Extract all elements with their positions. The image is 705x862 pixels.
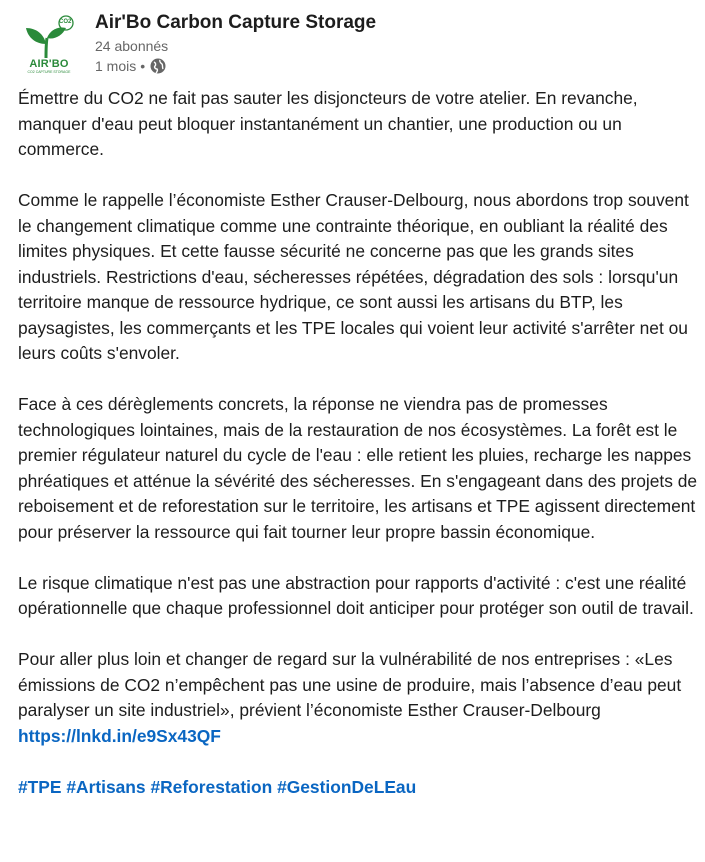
post-header [18,10,698,80]
post-body [18,86,698,826]
post-time: 1 mois [95,58,137,74]
meta-separator: • [140,58,146,74]
article-link[interactable]: https://lnkd.in/e9Sx43QF [18,725,221,746]
company-name[interactable]: Air'Bo Carbon Capture Storage [95,12,377,33]
company-logo[interactable] [18,14,80,76]
post-meta [95,58,166,74]
logo-subtitle: CO2 CAPTURE STORAGE [27,70,71,74]
globe-icon [150,58,166,74]
hashtag-gestion-eau[interactable]: #GestionDeLEau [277,776,417,797]
hashtag-reforestation[interactable]: #Reforestation [150,776,273,797]
paragraph: Comme le rappelle l’économiste Esther Crauser-Delbourg, nous abordons trop souvent le changement climatique comme une contrainte théorique, en oubliant la réalité des limites physiques. Et cette fausse sécurité ne concerne pas que les grands sites industriels. Restrictions d'eau, sécheresses répétées, dégradation des sols : lorsqu'un territoire manque de ressource hydrique, ce sont aussi les artisans du BTP, les paysagistes, les commerçants et les TPE locales qui voient leur activité s'arrêter net ou leurs coûts s'envoler. [18,190,689,363]
paragraph: Face à ces dérèglements concrets, la réponse ne viendra pas de promesses technologiques lointaines, mais de la restauration de nos écosystèmes. La forêt est le premier régulateur naturel du cycle de l'eau : elle retient les pluies, recharge les nappes phréatiques et atténue la sévérité des sécheresses. En s'engageant dans des projets de reboisement et de reforestation sur le territoire, les artisans et TPE agissent directement pour préserver la ressource qui fait tourner leur propre bassin économique. [18,394,698,542]
paragraph-text: Pour aller plus loin et changer de regard sur la vulnérabilité de nos entreprises : «Les émissions de CO2 n’empêchent pas une usine de produire, mais l’absence d’eau peut paralyser un site industriel», prévient l’économiste Esther Crauser-Delbourg [18,649,682,720]
hashtag-tpe[interactable]: #TPE [18,776,62,797]
follower-count: 24 abonnés [95,38,169,54]
paragraph: Le risque climatique n'est pas une abstraction pour rapports d'activité : c'est une réalité opérationnelle que chaque professionnel doit anticiper pour protéger son outil de travail. [18,572,694,618]
hashtag-artisans[interactable]: #Artisans [66,776,146,797]
co2-badge: CO2 [59,19,72,25]
paragraph-with-link [18,647,698,749]
hashtag-list [18,775,698,801]
logo-wordmark: AIR'BO [29,58,69,70]
paragraph: Émettre du CO2 ne fait pas sauter les disjoncteurs de votre atelier. En revanche, manquer d'eau peut bloquer instantanément un chantier, une production ou un commerce. [18,88,638,159]
